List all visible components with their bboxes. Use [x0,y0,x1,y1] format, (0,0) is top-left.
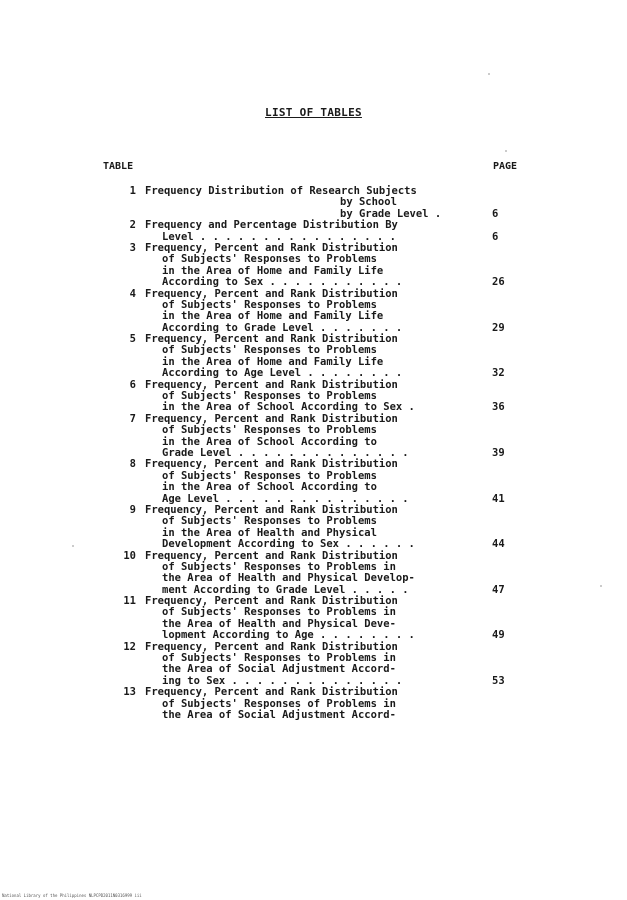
table-title-line: Frequency, Percent and Rank Distribution [145,287,398,300]
page-number: 6 [492,230,499,243]
table-title-line: According to Sex . . . . . . . . . . . [162,276,403,289]
table-title-line: the Area of Health and Physical Deve- [162,617,396,630]
table-title-line: by School [340,196,397,209]
table-title-line: in the Area of Home and Family Life [162,310,384,323]
table-title-line: in the Area of Home and Family Life [162,355,384,368]
table-title-line: ing to Sex . . . . . . . . . . . . . . [162,674,403,687]
table-entry [0,551,627,597]
table-title-line: Frequency, Percent and Rank Distribution [145,333,398,346]
table-entry [0,186,627,220]
table-title-line: According to Age Level . . . . . . . . [162,367,403,380]
table-title-line: Frequency, Percent and Rank Distribution [145,458,398,471]
table-entry [0,642,627,688]
page-number: 26 [492,276,505,289]
page-number: 29 [492,321,505,334]
table-title-line: Frequency, Percent and Rank Distribution [145,412,398,425]
table-title-line: in the Area of Health and Physical [162,526,377,539]
table-title-line: According to Grade Level . . . . . . . [162,321,403,334]
page-number: 49 [492,629,505,642]
table-title-line: of Subjects' Responses to Problems in [162,652,396,665]
table-column-header: TABLE [103,161,134,172]
table-number: 9 [129,503,136,516]
table-title-line: in the Area of Home and Family Life [162,264,384,277]
table-number: 11 [123,595,136,608]
page-number: 41 [492,492,505,505]
table-entry [0,687,627,721]
scan-speck [488,73,490,75]
page-number: 36 [492,401,505,414]
scan-footer: National Library of the Philippines NLPCPD2011N0316999 iii [2,893,142,898]
table-entry [0,380,627,414]
scan-speck [600,585,602,587]
page-number: 44 [492,538,505,551]
table-title-line: of Subjects' Responses to Problems [162,515,377,528]
table-title-line: of Subjects' Responses to Problems [162,390,377,403]
table-number: 10 [123,549,136,562]
page-column-header: PAGE [493,161,518,172]
table-title-line: of Subjects' Responses to Problems in [162,606,396,619]
table-title-line: Age Level . . . . . . . . . . . . . . . [162,492,409,505]
table-title-line: ment According to Grade Level . . . . . [162,583,409,596]
table-title-line: of Subjects' Responses to Problems [162,424,377,437]
table-title-line: Grade Level . . . . . . . . . . . . . . [162,446,409,459]
table-title-line: in the Area of School According to Sex . [162,401,415,414]
table-title-line: Frequency and Percentage Distribution By [145,219,398,232]
table-title-line: lopment According to Age . . . . . . . . [162,629,415,642]
table-title-line: Frequency, Percent and Rank Distribution [145,503,398,516]
scan-speck [72,545,74,547]
table-list [0,186,627,721]
table-title-line: the Area of Social Adjustment Accord- [162,708,396,721]
table-entry [0,459,627,505]
table-number: 4 [129,287,136,300]
table-entry [0,334,627,380]
table-title-line: Level . . . . . . . . . . . . . . . . [162,230,396,243]
table-title-line: of Subjects' Responses of Problems in [162,697,396,710]
table-number: 5 [129,333,136,346]
table-title-line: of Subjects' Responses to Problems in [162,560,396,573]
table-entry [0,220,627,243]
table-title-line: Frequency, Percent and Rank Distribution [145,686,398,699]
page-number: 47 [492,583,505,596]
table-entry [0,243,627,289]
page-number: 53 [492,674,505,687]
table-number: 6 [129,378,136,391]
table-number: 3 [129,241,136,254]
table-title-line: in the Area of School According to [162,435,377,448]
table-entry [0,414,627,460]
table-title-line: of Subjects' Responses to Problems [162,298,377,311]
table-entry [0,596,627,642]
table-entry [0,505,627,551]
table-title-line: the Area of Health and Physical Develop- [162,572,415,585]
table-number: 12 [123,640,136,653]
table-title-line: in the Area of School According to [162,481,377,494]
scan-speck [505,150,507,152]
page-number: 32 [492,367,505,380]
table-title-line: Frequency, Percent and Rank Distribution [145,595,398,608]
table-number: 8 [129,458,136,471]
table-title-line: of Subjects' Responses to Problems [162,469,377,482]
table-title-line: Development According to Sex . . . . . . [162,538,415,551]
table-number: 13 [123,686,136,699]
table-title-line: of Subjects' Responses to Problems [162,344,377,357]
table-title-line: Frequency Distribution of Research Subjects [145,185,417,197]
table-number: 7 [129,412,136,425]
table-title-line: Frequency, Percent and Rank Distribution [145,640,398,653]
table-title-line: the Area of Social Adjustment Accord- [162,663,396,676]
table-title-line: of Subjects' Responses to Problems [162,253,377,266]
table-entry [0,289,627,335]
page-title: LIST OF TABLES [265,106,362,119]
table-title-line: Frequency, Percent and Rank Distribution [145,241,398,254]
page-number: 6 [492,207,499,220]
table-number: 1 [129,185,136,197]
table-title-line: Frequency, Percent and Rank Distribution [145,378,398,391]
table-number: 2 [129,219,136,232]
page-number: 39 [492,447,505,459]
table-title-line: by Grade Level . [340,207,442,220]
table-title-line: Frequency, Percent and Rank Distribution [145,549,398,562]
